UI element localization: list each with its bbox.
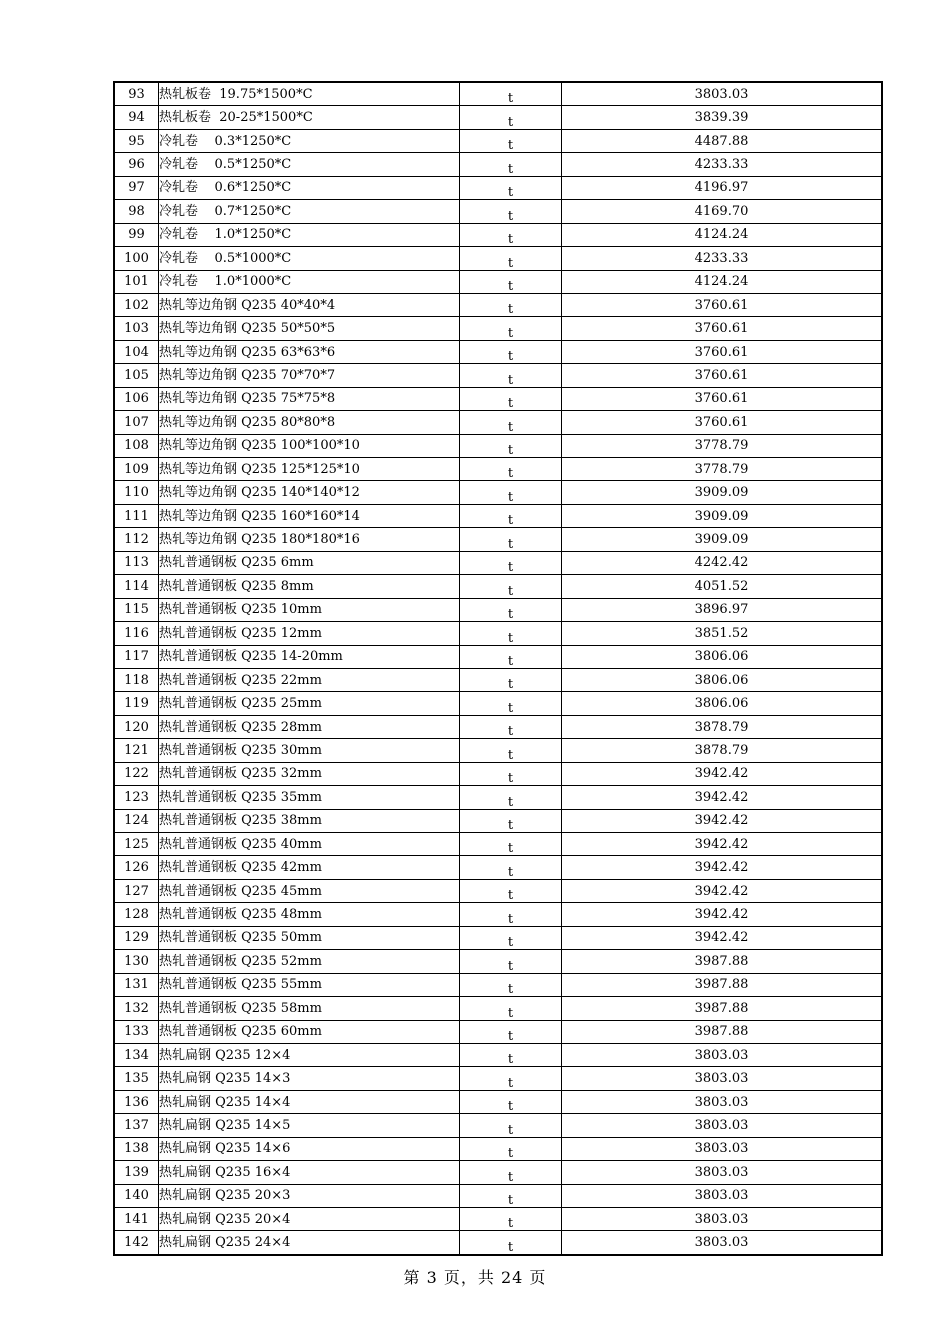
row-number: 118	[114, 668, 159, 691]
item-name: 冷轧卷 0.3*1250*C	[159, 129, 460, 152]
table-row	[114, 528, 882, 551]
item-name: 热轧普通钢板 Q235 42mm	[159, 856, 460, 879]
item-name: 热轧等边角钢 Q235 80*80*8	[159, 411, 460, 434]
item-name: 热轧等边角钢 Q235 40*40*4	[159, 293, 460, 316]
item-unit: t	[460, 434, 562, 457]
item-price: 4196.97	[562, 176, 883, 199]
item-price: 3760.61	[562, 317, 883, 340]
row-number: 117	[114, 645, 159, 668]
item-name: 热轧普通钢板 Q235 52mm	[159, 950, 460, 973]
item-unit: t	[460, 973, 562, 996]
row-number: 104	[114, 340, 159, 363]
item-name: 热轧普通钢板 Q235 55mm	[159, 973, 460, 996]
item-name: 热轧扁钢 Q235 14×3	[159, 1067, 460, 1090]
item-name: 热轧扁钢 Q235 14×6	[159, 1137, 460, 1160]
item-name: 热轧普通钢板 Q235 30mm	[159, 739, 460, 762]
row-number: 116	[114, 622, 159, 645]
item-unit: t	[460, 82, 562, 106]
item-price: 3909.09	[562, 528, 883, 551]
item-name: 热轧等边角钢 Q235 180*180*16	[159, 528, 460, 551]
item-name: 热轧等边角钢 Q235 50*50*5	[159, 317, 460, 340]
item-price: 3942.42	[562, 879, 883, 902]
item-price: 4124.24	[562, 223, 883, 246]
item-price: 3803.03	[562, 1114, 883, 1137]
row-number: 100	[114, 247, 159, 270]
row-number: 126	[114, 856, 159, 879]
item-unit: t	[460, 340, 562, 363]
table-row	[114, 786, 882, 809]
item-price: 3760.61	[562, 364, 883, 387]
item-unit: t	[460, 645, 562, 668]
item-unit: t	[460, 715, 562, 738]
table-row	[114, 833, 882, 856]
table-row	[114, 926, 882, 949]
item-price: 3803.03	[562, 1231, 883, 1255]
item-unit: t	[460, 997, 562, 1020]
table-row	[114, 1231, 882, 1255]
item-name: 热轧普通钢板 Q235 25mm	[159, 692, 460, 715]
item-price: 3942.42	[562, 786, 883, 809]
item-name: 热轧普通钢板 Q235 32mm	[159, 762, 460, 785]
item-name: 热轧等边角钢 Q235 140*140*12	[159, 481, 460, 504]
item-name: 热轧扁钢 Q235 24×4	[159, 1231, 460, 1255]
item-price: 3760.61	[562, 293, 883, 316]
table-row	[114, 129, 882, 152]
table-row	[114, 434, 882, 457]
item-unit: t	[460, 1208, 562, 1231]
item-unit: t	[460, 364, 562, 387]
item-name: 冷轧卷 1.0*1250*C	[159, 223, 460, 246]
item-unit: t	[460, 692, 562, 715]
item-price: 3909.09	[562, 481, 883, 504]
table-row	[114, 317, 882, 340]
row-number: 129	[114, 926, 159, 949]
table-row	[114, 645, 882, 668]
table-row	[114, 1020, 882, 1043]
table-row	[114, 973, 882, 996]
table-row	[114, 622, 882, 645]
item-price: 3803.03	[562, 1043, 883, 1066]
item-name: 热轧普通钢板 Q235 48mm	[159, 903, 460, 926]
item-unit: t	[460, 950, 562, 973]
item-price: 3803.03	[562, 1184, 883, 1207]
row-number: 102	[114, 293, 159, 316]
item-price: 3803.03	[562, 1067, 883, 1090]
row-number: 140	[114, 1184, 159, 1207]
row-number: 114	[114, 575, 159, 598]
table-row	[114, 903, 882, 926]
item-unit: t	[460, 200, 562, 223]
item-name: 热轧普通钢板 Q235 28mm	[159, 715, 460, 738]
item-price: 3987.88	[562, 973, 883, 996]
table-row	[114, 458, 882, 481]
item-unit: t	[460, 622, 562, 645]
item-price: 3942.42	[562, 762, 883, 785]
row-number: 123	[114, 786, 159, 809]
item-price: 3806.06	[562, 692, 883, 715]
row-number: 122	[114, 762, 159, 785]
table-row	[114, 809, 882, 832]
item-name: 热轧扁钢 Q235 14×5	[159, 1114, 460, 1137]
table-row	[114, 856, 882, 879]
table-row	[114, 668, 882, 691]
item-name: 热轧扁钢 Q235 20×4	[159, 1208, 460, 1231]
row-number: 108	[114, 434, 159, 457]
row-number: 130	[114, 950, 159, 973]
row-number: 97	[114, 176, 159, 199]
item-price: 3942.42	[562, 926, 883, 949]
table-row	[114, 1067, 882, 1090]
item-name: 热轧普通钢板 Q235 50mm	[159, 926, 460, 949]
row-number: 105	[114, 364, 159, 387]
item-unit: t	[460, 293, 562, 316]
item-unit: t	[460, 1184, 562, 1207]
item-name: 冷轧卷 0.5*1000*C	[159, 247, 460, 270]
item-price: 3851.52	[562, 622, 883, 645]
item-unit: t	[460, 223, 562, 246]
item-unit: t	[460, 153, 562, 176]
row-number: 94	[114, 106, 159, 129]
item-price: 3760.61	[562, 387, 883, 410]
item-name: 热轧等边角钢 Q235 125*125*10	[159, 458, 460, 481]
item-price: 3942.42	[562, 903, 883, 926]
table-row	[114, 270, 882, 293]
row-number: 124	[114, 809, 159, 832]
item-name: 热轧等边角钢 Q235 63*63*6	[159, 340, 460, 363]
table-row	[114, 997, 882, 1020]
item-name: 热轧普通钢板 Q235 38mm	[159, 809, 460, 832]
item-unit: t	[460, 411, 562, 434]
item-price: 3760.61	[562, 340, 883, 363]
table-row	[114, 504, 882, 527]
item-name: 热轧普通钢板 Q235 6mm	[159, 551, 460, 574]
table-row	[114, 1208, 882, 1231]
table-row	[114, 762, 882, 785]
item-name: 热轧普通钢板 Q235 40mm	[159, 833, 460, 856]
row-number: 128	[114, 903, 159, 926]
table-row	[114, 247, 882, 270]
item-unit: t	[460, 528, 562, 551]
item-unit: t	[460, 176, 562, 199]
item-price: 3942.42	[562, 856, 883, 879]
row-number: 99	[114, 223, 159, 246]
row-number: 96	[114, 153, 159, 176]
item-unit: t	[460, 762, 562, 785]
table-row	[114, 293, 882, 316]
table-row	[114, 1137, 882, 1160]
row-number: 136	[114, 1090, 159, 1113]
row-number: 139	[114, 1161, 159, 1184]
item-unit: t	[460, 903, 562, 926]
item-unit: t	[460, 270, 562, 293]
item-price: 3806.06	[562, 645, 883, 668]
row-number: 98	[114, 200, 159, 223]
item-unit: t	[460, 317, 562, 340]
row-number: 142	[114, 1231, 159, 1255]
item-unit: t	[460, 1114, 562, 1137]
item-unit: t	[460, 809, 562, 832]
item-unit: t	[460, 1231, 562, 1255]
item-unit: t	[460, 833, 562, 856]
table-row	[114, 1043, 882, 1066]
table-row	[114, 1161, 882, 1184]
item-price: 3803.03	[562, 1161, 883, 1184]
item-name: 热轧等边角钢 Q235 75*75*8	[159, 387, 460, 410]
table-row	[114, 598, 882, 621]
table-row	[114, 153, 882, 176]
row-number: 133	[114, 1020, 159, 1043]
row-number: 132	[114, 997, 159, 1020]
table-row	[114, 176, 882, 199]
row-number: 121	[114, 739, 159, 762]
table-row	[114, 200, 882, 223]
item-price: 3987.88	[562, 997, 883, 1020]
item-name: 热轧普通钢板 Q235 8mm	[159, 575, 460, 598]
item-unit: t	[460, 387, 562, 410]
item-unit: t	[460, 1020, 562, 1043]
row-number: 110	[114, 481, 159, 504]
item-price: 4051.52	[562, 575, 883, 598]
item-name: 冷轧卷 0.7*1250*C	[159, 200, 460, 223]
item-name: 热轧普通钢板 Q235 45mm	[159, 879, 460, 902]
table-row	[114, 551, 882, 574]
item-price: 3909.09	[562, 504, 883, 527]
item-unit: t	[460, 1067, 562, 1090]
item-unit: t	[460, 1090, 562, 1113]
item-unit: t	[460, 551, 562, 574]
item-price: 3760.61	[562, 411, 883, 434]
item-price: 4487.88	[562, 129, 883, 152]
item-unit: t	[460, 1137, 562, 1160]
item-price: 4233.33	[562, 153, 883, 176]
item-price: 3778.79	[562, 434, 883, 457]
item-price: 3987.88	[562, 1020, 883, 1043]
table-row	[114, 692, 882, 715]
item-unit: t	[460, 668, 562, 691]
row-number: 135	[114, 1067, 159, 1090]
table-row	[114, 387, 882, 410]
row-number: 119	[114, 692, 159, 715]
item-name: 热轧普通钢板 Q235 22mm	[159, 668, 460, 691]
row-number: 103	[114, 317, 159, 340]
item-name: 冷轧卷 0.6*1250*C	[159, 176, 460, 199]
item-unit: t	[460, 575, 562, 598]
row-number: 134	[114, 1043, 159, 1066]
item-unit: t	[460, 129, 562, 152]
item-name: 热轧扁钢 Q235 14×4	[159, 1090, 460, 1113]
item-name: 热轧普通钢板 Q235 58mm	[159, 997, 460, 1020]
table-row	[114, 879, 882, 902]
table-row	[114, 340, 882, 363]
item-price: 3878.79	[562, 739, 883, 762]
item-price: 4233.33	[562, 247, 883, 270]
item-unit: t	[460, 1161, 562, 1184]
item-unit: t	[460, 481, 562, 504]
item-price: 3839.39	[562, 106, 883, 129]
item-price: 3803.03	[562, 82, 883, 106]
row-number: 125	[114, 833, 159, 856]
table-row	[114, 950, 882, 973]
item-price: 3942.42	[562, 833, 883, 856]
page-number: 第 3 页，共 24 页	[403, 1268, 547, 1287]
row-number: 137	[114, 1114, 159, 1137]
item-unit: t	[460, 879, 562, 902]
table-row	[114, 106, 882, 129]
table-row	[114, 739, 882, 762]
row-number: 111	[114, 504, 159, 527]
item-unit: t	[460, 247, 562, 270]
row-number: 101	[114, 270, 159, 293]
row-number: 131	[114, 973, 159, 996]
table-row	[114, 715, 882, 738]
row-number: 95	[114, 129, 159, 152]
item-unit: t	[460, 598, 562, 621]
row-number: 120	[114, 715, 159, 738]
table-row	[114, 575, 882, 598]
item-unit: t	[460, 106, 562, 129]
item-unit: t	[460, 504, 562, 527]
item-unit: t	[460, 739, 562, 762]
item-name: 热轧扁钢 Q235 20×3	[159, 1184, 460, 1207]
item-unit: t	[460, 926, 562, 949]
row-number: 112	[114, 528, 159, 551]
item-name: 热轧普通钢板 Q235 14-20mm	[159, 645, 460, 668]
table-row	[114, 1184, 882, 1207]
item-name: 热轧普通钢板 Q235 35mm	[159, 786, 460, 809]
row-number: 127	[114, 879, 159, 902]
table-row	[114, 364, 882, 387]
row-number: 109	[114, 458, 159, 481]
table-row	[114, 481, 882, 504]
item-price: 3942.42	[562, 809, 883, 832]
item-name: 热轧等边角钢 Q235 160*160*14	[159, 504, 460, 527]
item-price: 3896.97	[562, 598, 883, 621]
item-price: 3803.03	[562, 1137, 883, 1160]
item-name: 热轧板卷 20-25*1500*C	[159, 106, 460, 129]
table-body	[114, 82, 882, 1255]
item-name: 热轧等边角钢 Q235 100*100*10	[159, 434, 460, 457]
item-price: 3803.03	[562, 1090, 883, 1113]
table-row	[114, 1114, 882, 1137]
item-name: 热轧扁钢 Q235 12×4	[159, 1043, 460, 1066]
row-number: 113	[114, 551, 159, 574]
item-name: 热轧等边角钢 Q235 70*70*7	[159, 364, 460, 387]
item-name: 热轧普通钢板 Q235 10mm	[159, 598, 460, 621]
price-table	[113, 81, 883, 1256]
item-price: 3878.79	[562, 715, 883, 738]
table-row	[114, 223, 882, 246]
item-price: 3987.88	[562, 950, 883, 973]
item-unit: t	[460, 786, 562, 809]
row-number: 107	[114, 411, 159, 434]
item-price: 3803.03	[562, 1208, 883, 1231]
item-name: 冷轧卷 1.0*1000*C	[159, 270, 460, 293]
row-number: 138	[114, 1137, 159, 1160]
item-price: 4169.70	[562, 200, 883, 223]
row-number: 93	[114, 82, 159, 106]
row-number: 106	[114, 387, 159, 410]
item-name: 热轧扁钢 Q235 16×4	[159, 1161, 460, 1184]
row-number: 115	[114, 598, 159, 621]
table-row	[114, 82, 882, 106]
item-price: 3806.06	[562, 668, 883, 691]
item-price: 3778.79	[562, 458, 883, 481]
item-unit: t	[460, 856, 562, 879]
item-price: 4242.42	[562, 551, 883, 574]
item-name: 热轧板卷 19.75*1500*C	[159, 82, 460, 106]
table-row	[114, 411, 882, 434]
item-unit: t	[460, 458, 562, 481]
item-unit: t	[460, 1043, 562, 1066]
row-number: 141	[114, 1208, 159, 1231]
item-name: 冷轧卷 0.5*1250*C	[159, 153, 460, 176]
item-price: 4124.24	[562, 270, 883, 293]
table-row	[114, 1090, 882, 1113]
item-name: 热轧普通钢板 Q235 12mm	[159, 622, 460, 645]
item-name: 热轧普通钢板 Q235 60mm	[159, 1020, 460, 1043]
